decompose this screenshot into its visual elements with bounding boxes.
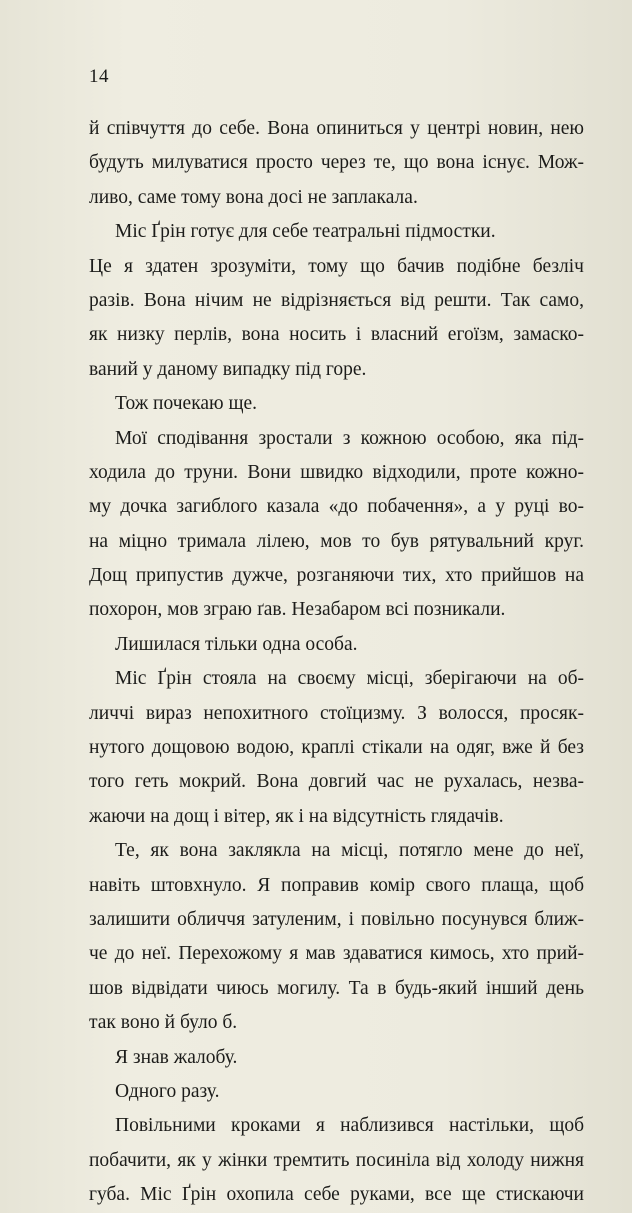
text-line: Міс Ґрін стояла на своєму місці, зберігаючи на об- <box>115 668 584 690</box>
text-line: Одного разу. <box>115 1080 220 1102</box>
text-line: й співчуття до себе. Вона опиниться у центрі новин, нею <box>89 118 584 139</box>
text-line: Я знав жалобу. <box>115 1046 238 1068</box>
text-line: Лишилася тільки одна особа. <box>115 633 358 655</box>
text-line: Те, як вона заклякла на місці, потягло мене до неї, <box>115 840 584 862</box>
text-line: залишити обличчя затуленим, і повільно посунувся ближ- <box>89 908 584 930</box>
text-line: будуть милуватися просто через те, що вона існує. Мож- <box>89 152 584 174</box>
text-line: разів. Вона нічим не відрізняється від решти. Так само, <box>89 289 584 311</box>
text-line: побачити, як у жінки тремтить посиніла від холоду нижня <box>89 1149 584 1171</box>
text-line: нутого дощовою водою, краплі стікали на одяг, вже й без <box>89 737 584 759</box>
text-line: шов відвідати чиюсь могилу. Та в будь-який інший день <box>89 977 584 999</box>
text-line: че до неї. Перехожому я мав здаватися кимось, хто прий- <box>89 943 584 965</box>
text-line: похорон, мов зграю ґав. Незабаром всі позникали. <box>89 599 506 621</box>
body-text <box>89 112 584 1213</box>
page-number: 14 <box>89 66 109 87</box>
text-line: Мої сподівання зростали з кожною особою, яка під- <box>115 427 584 449</box>
text-line: губа. Міс Ґрін охопила себе руками, все ще стискаючи <box>89 1184 584 1206</box>
text-line: як низку перлів, вона носить і власний егоїзм, замаско- <box>89 324 584 346</box>
text-line: того геть мокрий. Вона довгий час не рухалась, незва- <box>89 771 584 793</box>
text-line: Це я здатен зрозуміти, тому що бачив подібне безліч <box>89 255 584 277</box>
text-line: Дощ припустив дужче, розганяючи тих, хто прийшов на <box>89 565 584 587</box>
text-line: личчі вираз непохитного стоїцизму. З волосся, просяк- <box>89 702 584 724</box>
text-line: навіть штовхнуло. Я поправив комір свого плаща, щоб <box>89 874 584 896</box>
text-line: ходила до труни. Вони швидко відходили, проте кожно- <box>89 461 584 483</box>
text-line: на міцно тримала лілею, мов то був рятувальний круг. <box>89 530 584 552</box>
text-line: ваний у даному випадку під горе. <box>89 358 367 380</box>
text-line: му дочка загиблого казала «до побачення», а у руці во- <box>89 496 584 518</box>
text-line: так воно й було б. <box>89 1012 238 1034</box>
text-line: Повільними кроками я наблизився настільки, щоб <box>115 1115 584 1137</box>
text-line: Міс Ґрін готує для себе театральні підмостки. <box>115 221 496 243</box>
text-line: ливо, саме тому вона досі не заплакала. <box>89 186 418 208</box>
text-line: жаючи на дощ і вітер, як і на відсутність глядачів. <box>89 805 504 827</box>
text-line: Тож почекаю ще. <box>115 393 258 415</box>
